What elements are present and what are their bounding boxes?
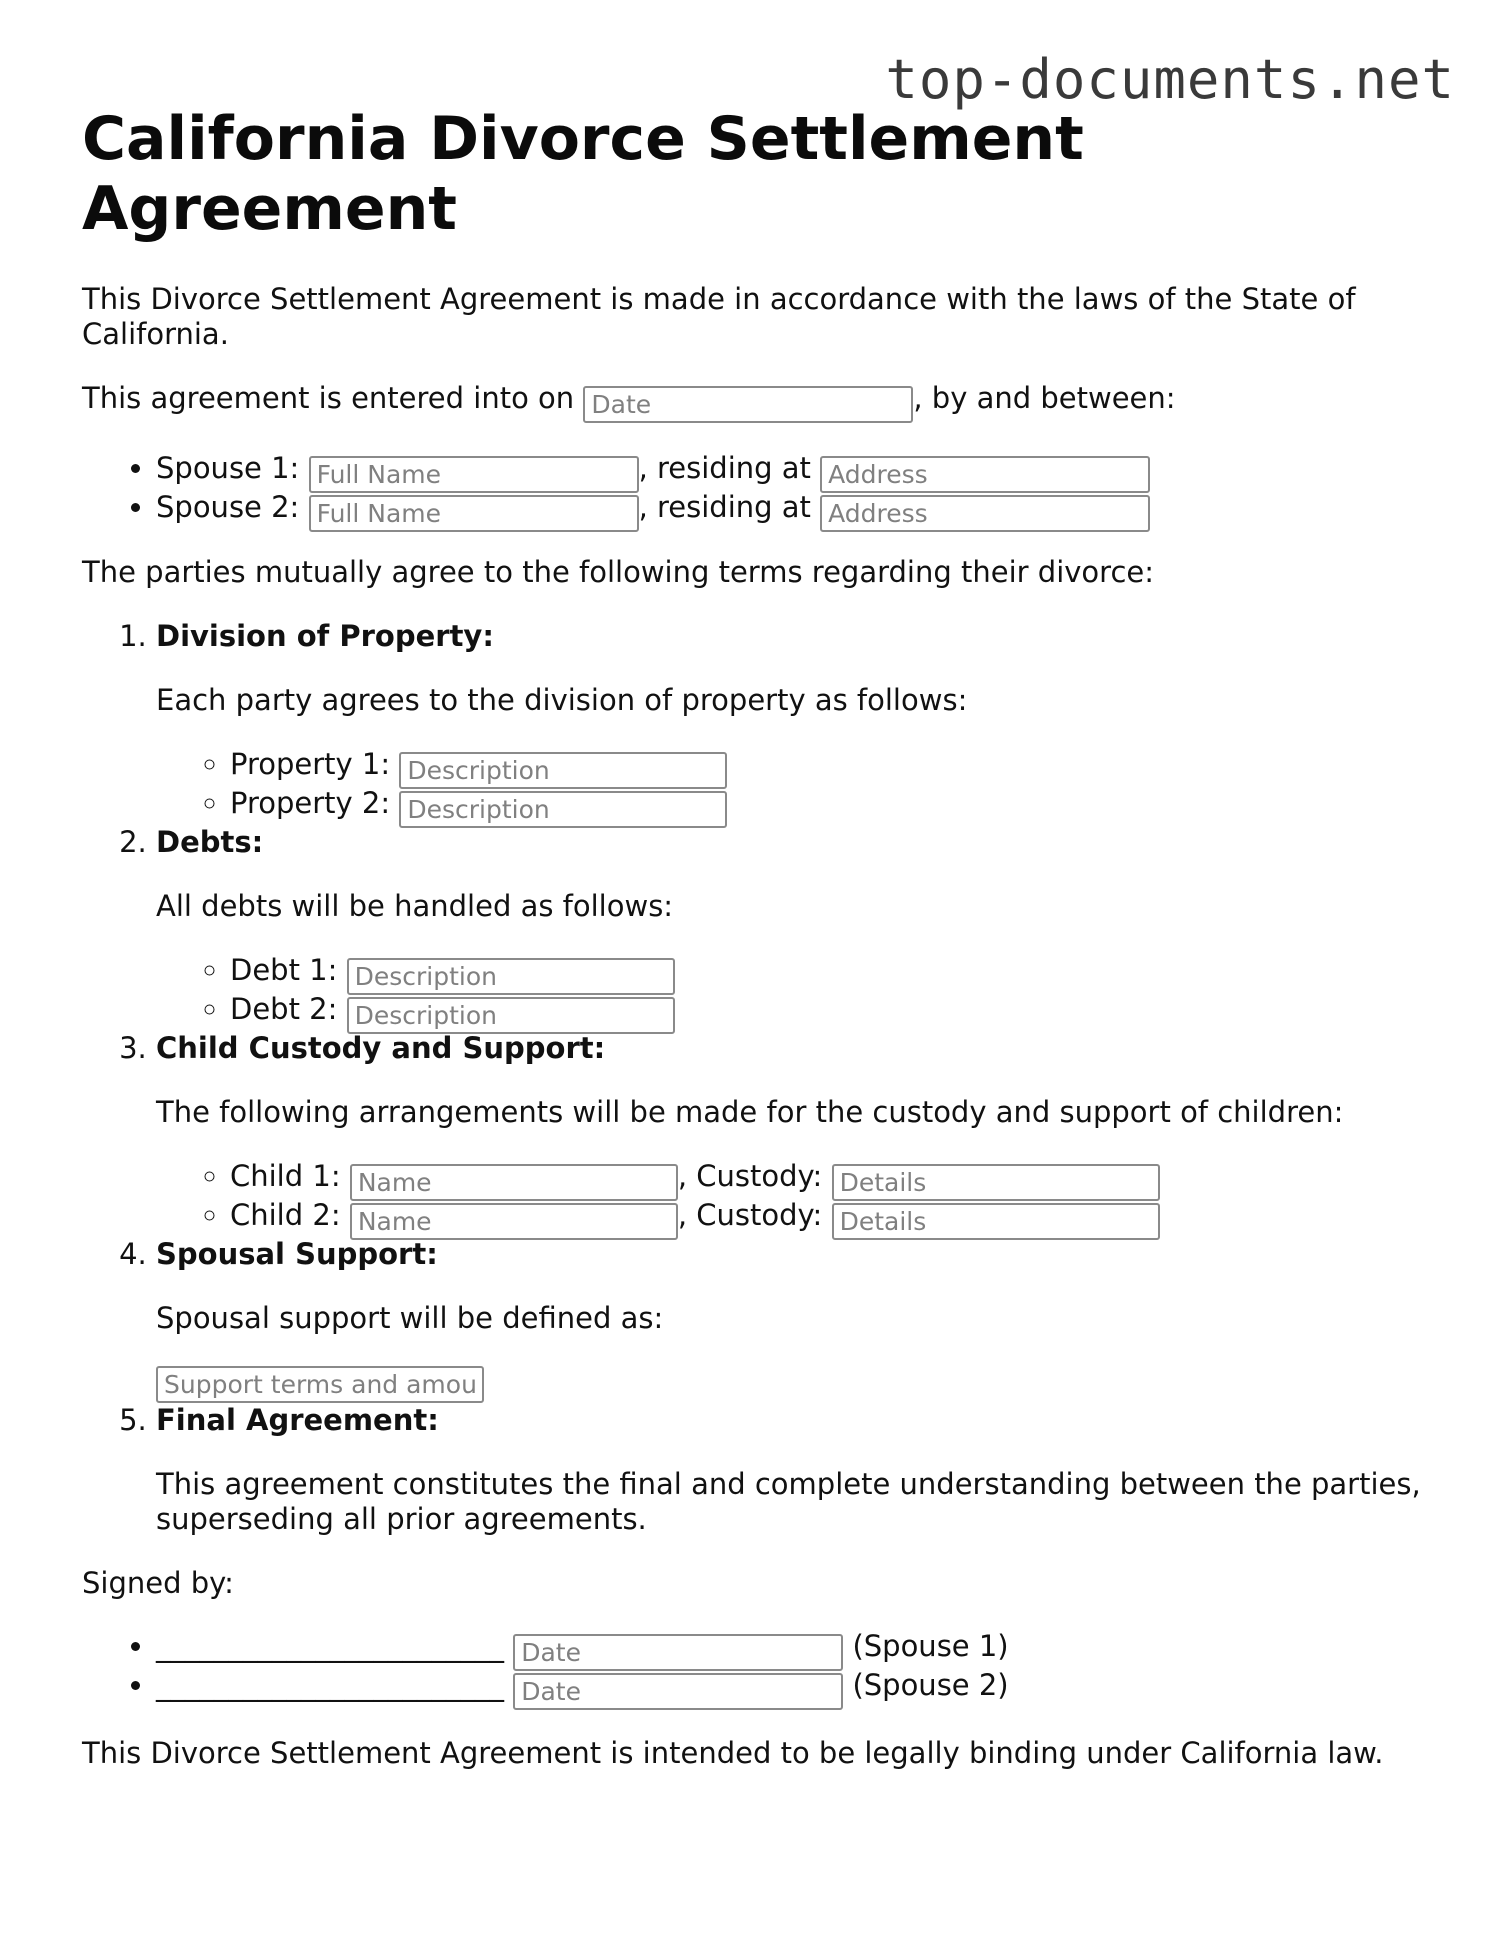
spouse-1-label: Spouse 1: <box>156 451 300 485</box>
spouse-2-address-field[interactable] <box>820 495 1150 532</box>
spouse-1-address-field[interactable] <box>820 456 1150 493</box>
residing-at-text: , residing at <box>638 490 811 524</box>
list-item <box>156 490 1452 529</box>
list-item <box>156 1668 1452 1707</box>
spouse-1-sign-date-field[interactable] <box>513 1634 843 1671</box>
property-list <box>156 747 1452 825</box>
parties-agree-text: The parties mutually agree to the following terms regarding their divorce: <box>82 555 1154 589</box>
property-1-field[interactable] <box>399 752 727 789</box>
document <box>82 104 1452 1771</box>
debt-2-field[interactable] <box>347 997 675 1034</box>
term-heading: Final Agreement: <box>156 1403 439 1437</box>
list-item <box>230 747 1452 786</box>
agreement-date-line <box>82 381 1452 423</box>
spouse-2-sign-date-field[interactable] <box>513 1673 843 1710</box>
list-item <box>156 1629 1452 1668</box>
child-1-name-field[interactable] <box>350 1164 678 1201</box>
list-item <box>156 451 1452 490</box>
signature-line: ________________________ <box>156 1629 504 1663</box>
list-item <box>230 953 1452 992</box>
spousal-support-field[interactable] <box>156 1366 484 1403</box>
property-2-label: Property 2: <box>230 786 391 820</box>
residing-at-text: , residing at <box>638 451 811 485</box>
term-final-agreement <box>156 1403 1452 1537</box>
property-1-label: Property 1: <box>230 747 391 781</box>
list-item <box>230 1198 1452 1237</box>
spouse-2-name-field[interactable] <box>309 495 639 532</box>
term-property <box>156 619 1452 825</box>
debt-1-field[interactable] <box>347 958 675 995</box>
by-and-between-text: , by and between: <box>913 381 1176 415</box>
document-title: California Divorce Settlement Agreement <box>82 104 1084 244</box>
spouse-1-name-field[interactable] <box>309 456 639 493</box>
term-debts <box>156 825 1452 1031</box>
term-text: Each party agrees to the division of property as follows: <box>156 683 968 717</box>
child-2-custody-field[interactable] <box>832 1203 1160 1240</box>
debt-2-label: Debt 2: <box>230 992 338 1026</box>
debt-list <box>156 953 1452 1031</box>
term-heading: Division of Property: <box>156 619 494 653</box>
signature-line: ________________________ <box>156 1668 504 1702</box>
term-text: The following arrangements will be made for the custody and support of children: <box>156 1095 1344 1129</box>
child-2-name-field[interactable] <box>350 1203 678 1240</box>
child-2-label: Child 2: <box>230 1198 341 1232</box>
child-1-custody-field[interactable] <box>832 1164 1160 1201</box>
spouse-list <box>82 451 1452 529</box>
property-2-field[interactable] <box>399 791 727 828</box>
custody-label: , Custody: <box>677 1198 823 1232</box>
signed-by-label: Signed by: <box>82 1566 234 1600</box>
agreement-date-field[interactable] <box>583 386 913 423</box>
closing-statement: This Divorce Settlement Agreement is intended to be legally binding under California law. <box>82 1736 1384 1770</box>
spouse-2-label: Spouse 2: <box>156 490 300 524</box>
term-text: All debts will be handled as follows: <box>156 889 674 923</box>
intro-paragraph: This Divorce Settlement Agreement is made in accordance with the laws of the State of California. <box>82 282 1356 351</box>
list-item <box>230 1159 1452 1198</box>
spouse-2-role: (Spouse 2) <box>852 1668 1009 1702</box>
children-list <box>156 1159 1452 1237</box>
term-text: This agreement constitutes the final and complete understanding between the parties, superseding all prior agreements. <box>156 1467 1421 1536</box>
entered-into-text: This agreement is entered into on <box>82 381 575 415</box>
custody-label: , Custody: <box>677 1159 823 1193</box>
list-item <box>230 786 1452 825</box>
term-spousal-support <box>156 1237 1452 1403</box>
child-1-label: Child 1: <box>230 1159 341 1193</box>
terms-list <box>82 619 1452 1537</box>
debt-1-label: Debt 1: <box>230 953 338 987</box>
support-field-wrapper <box>156 1366 1452 1403</box>
term-heading: Spousal Support: <box>156 1237 438 1271</box>
site-watermark: top-documents.net <box>885 48 1455 111</box>
list-item <box>230 992 1452 1031</box>
term-child-custody <box>156 1031 1452 1237</box>
term-heading: Debts: <box>156 825 264 859</box>
signature-list <box>82 1629 1452 1707</box>
spouse-1-role: (Spouse 1) <box>852 1629 1009 1663</box>
term-text: Spousal support will be defined as: <box>156 1301 664 1335</box>
term-heading: Child Custody and Support: <box>156 1031 606 1065</box>
